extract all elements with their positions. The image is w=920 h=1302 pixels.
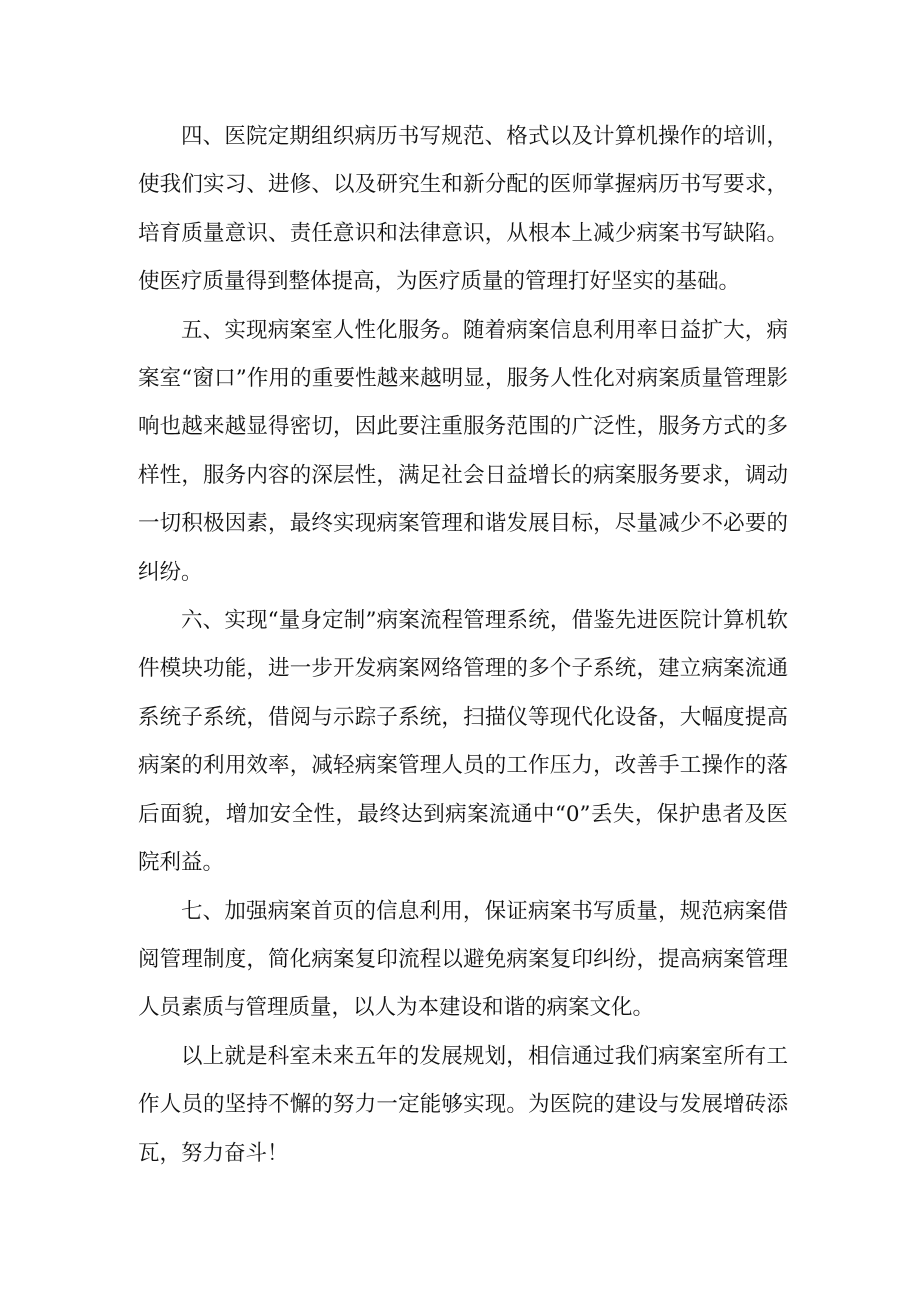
paragraph-conclusion: 以上就是科室未来五年的发展规划，相信通过我们病案室所有工作人员的坚持不懈的努力一定能够实现。为医院的建设与发展增砖添瓦，努力奋斗！	[138, 1043, 788, 1166]
document-body	[138, 113, 788, 1178]
paragraph-humanized-service: 五、实现病案室人性化服务。随着病案信息利用率日益扩大，病案室“窗口”作用的重要性越来越明显，服务人性化对病案质量管理影响也越来越显得密切，因此要注重服务范围的广泛性，服务方式的多样性，服务内容的深层性，满足社会日益增长的病案服务要求，调动一切积极因素，最终实现病案管理和谐发展目标，尽量减少不必要的纠纷。	[138, 317, 788, 585]
paragraph-training: 四、医院定期组织病历书写规范、格式以及计算机操作的培训，使我们实习、进修、以及研究生和新分配的医师掌握病历书写要求，培育质量意识、责任意识和法律意识，从根本上减少病案书写缺陷。使医疗质量得到整体提高，为医疗质量的管理打好坚实的基础。	[138, 124, 788, 295]
paragraph-homepage-info: 七、加强病案首页的信息利用，保证病案书写质量，规范病案借阅管理制度，简化病案复印流程以避免病案复印纠纷，提高病案管理人员素质与管理质量，以人为本建设和谐的病案文化。	[138, 898, 788, 1021]
paragraph-flow-management: 六、实现“量身定制”病案流程管理系统，借鉴先进医院计算机软件模块功能，进一步开发病案网络管理的多个子系统，建立病案流通系统子系统，借阅与示踪子系统，扫描仪等现代化设备，大幅度提高病案的利用效率，减轻病案管理人员的工作压力，改善手工操作的落后面貌，增加安全性，最终达到病案流通中“0”丢失，保护患者及医院利益。	[138, 608, 788, 876]
